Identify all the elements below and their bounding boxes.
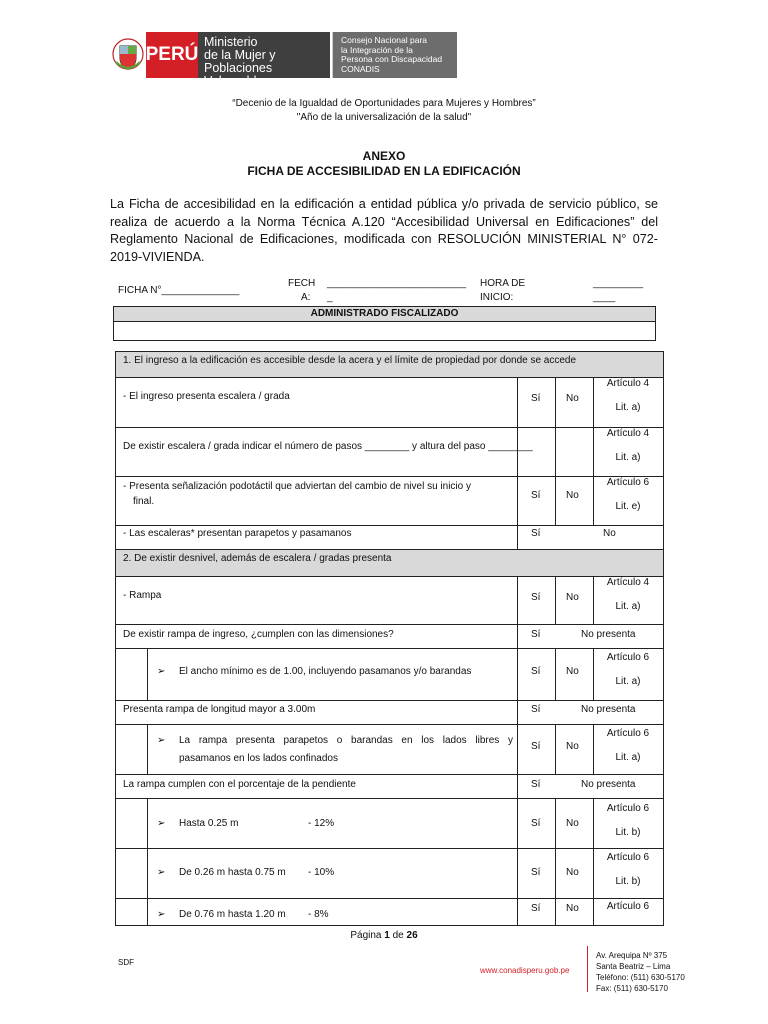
no-option[interactable]: No <box>566 592 579 603</box>
col-divider <box>517 576 518 926</box>
si-option[interactable]: Sí <box>531 818 541 829</box>
slope-percent: - 10% <box>308 867 335 878</box>
address-line: Santa Beatriz – Lima <box>596 962 671 971</box>
hora-field[interactable]: _________ <box>593 278 644 289</box>
fecha-label: FECH <box>288 278 316 289</box>
si-option[interactable]: Sí <box>531 629 541 640</box>
no-presenta-option[interactable]: No presenta <box>581 629 636 640</box>
administrado-table <box>113 306 656 341</box>
row-text: De 0.76 m hasta 1.20 m <box>179 909 286 920</box>
fecha-field[interactable]: _ <box>327 292 333 303</box>
section-2-heading: 2. De existir desnivel, además de escalera / gradas presenta <box>123 553 392 564</box>
no-option[interactable]: No <box>566 393 579 404</box>
no-option[interactable]: No <box>566 867 579 878</box>
article-lit: Lit. a) <box>615 752 641 763</box>
decenio-quote: “Decenio de la Igualdad de Oportunidades para Mujeres y Hombres” <box>232 98 536 109</box>
si-option[interactable]: Sí <box>531 741 541 752</box>
address-line: Teléfono: (511) 630-5170 <box>596 973 685 982</box>
article-ref: Artículo 6 <box>606 852 650 863</box>
indent-divider <box>147 724 148 774</box>
article-ref: Artículo 4 <box>606 428 650 439</box>
article-ref: Artículo 6 <box>606 803 650 814</box>
de-label: de <box>392 930 404 941</box>
article-ref: Artículo 6 <box>606 652 650 663</box>
ficha-number-field[interactable]: FICHA N°______________ <box>118 285 240 296</box>
conadis-line: Consejo Nacional para <box>341 35 427 45</box>
article-lit: Lit. a) <box>615 402 641 413</box>
anexo-title: ANEXO <box>362 149 406 163</box>
article-ref: Artículo 4 <box>606 378 650 389</box>
article-lit: Lit. a) <box>615 676 641 687</box>
si-option[interactable]: Sí <box>531 704 541 715</box>
ministerio-logo <box>198 32 330 88</box>
footer-divider <box>587 946 588 992</box>
indent-divider <box>147 798 148 926</box>
conadis-line: Persona con Discapacidad <box>341 54 443 64</box>
row-text: pasamanos en los lados confinados <box>179 753 338 764</box>
hora-label: INICIO: <box>480 292 514 303</box>
row-text: Presenta rampa de longitud mayor a 3.00m <box>123 704 316 715</box>
arrow-icon: ➢ <box>157 666 166 677</box>
peru-logo: PERÚ <box>146 32 198 78</box>
arrow-icon: ➢ <box>157 909 166 920</box>
col-divider <box>517 377 518 549</box>
col-divider <box>555 377 556 525</box>
arrow-icon: ➢ <box>157 735 166 746</box>
article-ref: Artículo 4 <box>606 577 650 588</box>
no-option[interactable]: No <box>566 741 579 752</box>
conadis-logo <box>332 32 457 78</box>
row-text: De existir escalera / grada indicar el número de pasos ________ y altura del paso ________ <box>123 441 533 452</box>
article-lit: Lit. b) <box>615 827 641 838</box>
hora-field[interactable]: ____ <box>593 292 616 303</box>
si-option[interactable]: Sí <box>531 592 541 603</box>
row-text: - Presenta señalización podotáctil que adviertan del cambio de nivel su inicio y <box>123 481 471 492</box>
administrado-input[interactable] <box>114 322 655 340</box>
address-block <box>596 950 685 994</box>
col-divider <box>555 576 556 624</box>
fecha-field[interactable]: _________________________ <box>327 278 467 289</box>
article-ref: Artículo 6 <box>606 728 650 739</box>
row-text: La rampa presenta parapetos o barandas en los lados libres y <box>179 735 513 746</box>
intro-paragraph: La Ficha de accesibilidad en la edificación a entidad pública y/o privada de servicio público, se realiza de acuerdo a la Norma Técnica A.120 “Accesibilidad Universal en Edificaciones” del Reglamento Nacional de Edificaciones, modificada con RESOLUCIÓN MINISTERIAL N° 072-2019-VIVIENDA. <box>110 197 658 264</box>
no-option[interactable]: No <box>603 528 616 539</box>
si-option[interactable]: Sí <box>531 393 541 404</box>
current-page: 1 <box>384 930 390 941</box>
si-option[interactable]: Sí <box>531 490 541 501</box>
ministerio-line: Ministerio <box>204 35 258 49</box>
row-text: De existir rampa de ingreso, ¿cumplen con las dimensiones? <box>123 629 394 640</box>
article-ref: Artículo 6 <box>606 477 650 488</box>
ministerio-line: de la Mujer y <box>204 48 276 62</box>
ficha-title: FICHA DE ACCESIBILIDAD EN LA EDIFICACIÓN <box>247 164 521 178</box>
no-presenta-option[interactable]: No presenta <box>581 779 636 790</box>
no-option[interactable]: No <box>566 903 579 914</box>
article-lit: Lit. b) <box>615 876 641 887</box>
si-option[interactable]: Sí <box>531 779 541 790</box>
table-row <box>115 724 664 774</box>
row-text: Hasta 0.25 m <box>179 818 239 829</box>
anio-quote: "Año de la universalización de la salud" <box>296 112 472 123</box>
hora-label: HORA DE <box>480 278 526 289</box>
no-option[interactable]: No <box>566 666 579 677</box>
no-option[interactable]: No <box>566 490 579 501</box>
si-option[interactable]: Sí <box>531 903 541 914</box>
sdf-code: SDF <box>118 958 134 967</box>
article-ref: Artículo 6 <box>606 901 650 912</box>
page-indicator <box>0 930 768 941</box>
section-1-heading: 1. El ingreso a la edificación es accesible desde la acera y el límite de propiedad por donde se accede <box>123 355 577 366</box>
article-lit: Lit. e) <box>615 501 641 512</box>
indent-divider <box>147 648 148 700</box>
total-pages: 26 <box>406 930 418 941</box>
arrow-icon: ➢ <box>157 867 166 878</box>
pagina-label: Página <box>350 930 382 941</box>
arrow-icon: ➢ <box>157 818 166 829</box>
row-text: - Las escaleras* presentan parapetos y pasamanos <box>123 528 352 539</box>
col-divider <box>555 724 556 774</box>
slope-percent: - 8% <box>308 909 329 920</box>
row-text: El ancho mínimo es de 1.00, incluyendo pasamanos y/o barandas <box>179 666 472 677</box>
article-lit: Lit. a) <box>615 452 641 463</box>
slope-percent: - 12% <box>308 818 335 829</box>
si-option[interactable]: Sí <box>531 528 541 539</box>
header-logos <box>110 32 457 88</box>
row-text: - El ingreso presenta escalera / grada <box>123 391 290 402</box>
col-divider <box>555 798 556 926</box>
fecha-label: A: <box>301 292 311 303</box>
article-lit: Lit. a) <box>615 601 641 612</box>
si-option[interactable]: Sí <box>531 666 541 677</box>
address-line: Fax: (511) 630-5170 <box>596 984 668 993</box>
coat-of-arms-icon <box>110 32 146 78</box>
table-row <box>115 576 664 624</box>
conadis-line: la Integración de la <box>341 44 413 55</box>
website-link[interactable]: www.conadisperu.gob.pe <box>480 966 570 975</box>
no-presenta-option[interactable]: No presenta <box>581 704 636 715</box>
si-option[interactable]: Sí <box>531 867 541 878</box>
row-text: La rampa cumplen con el porcentaje de la pendiente <box>123 779 356 790</box>
accessibility-table <box>115 351 664 926</box>
col-divider <box>555 648 556 700</box>
row-text: final. <box>133 496 155 507</box>
row-text: De 0.26 m hasta 0.75 m <box>179 867 286 878</box>
administrado-header: ADMINISTRADO FISCALIZADO <box>114 307 655 322</box>
address-line: Av. Arequipa Nº 375 <box>596 951 668 960</box>
conadis-line: CONADIS <box>341 63 380 74</box>
row-text: - Rampa <box>123 590 162 601</box>
ministerio-line: Poblaciones Vulnerables <box>204 61 273 88</box>
no-option[interactable]: No <box>566 818 579 829</box>
